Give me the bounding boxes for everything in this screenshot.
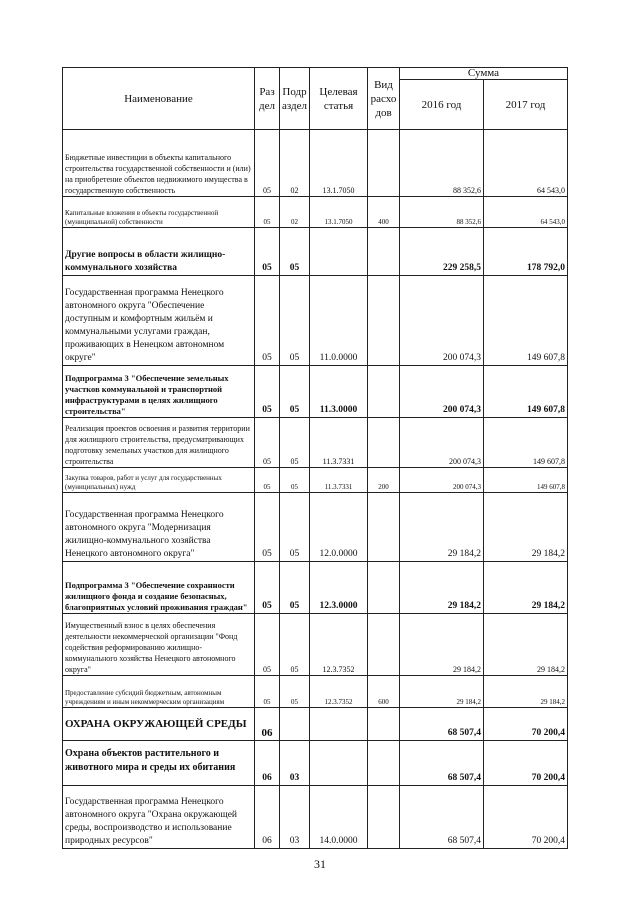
row-podrazdel: 05 xyxy=(280,366,310,418)
header-podrazdel: Подр аздел xyxy=(280,68,310,130)
row-2017: 70 200,4 xyxy=(484,708,568,741)
row-name: Капитальные вложения в объекты государственной (муниципальной) собственности xyxy=(63,197,255,228)
row-target: 12.3.7352 xyxy=(310,676,368,708)
row-2016: 29 184,2 xyxy=(400,493,484,562)
row-target xyxy=(310,708,368,741)
row-podrazdel: 05 xyxy=(280,228,310,276)
header-vid: Вид расхо дов xyxy=(368,68,400,130)
row-vid: 200 xyxy=(368,468,400,493)
header-target: Целевая статья xyxy=(310,68,368,130)
table-row xyxy=(63,130,568,197)
row-podrazdel: 03 xyxy=(280,786,310,849)
table-row xyxy=(63,197,568,228)
budget-table-container xyxy=(62,67,567,849)
row-name: Закупка товаров, работ и услуг для государственных (муниципальных) нужд xyxy=(63,468,255,493)
row-podrazdel: 03 xyxy=(280,741,310,786)
row-podrazdel: 02 xyxy=(280,130,310,197)
row-2016: 200 074,3 xyxy=(400,366,484,418)
row-name: Другие вопросы в области жилищно-коммунального хозяйства xyxy=(63,228,255,276)
page-number: 31 xyxy=(314,857,326,871)
table-row xyxy=(63,468,568,493)
row-razdel: 05 xyxy=(255,366,280,418)
row-podrazdel: 02 xyxy=(280,197,310,228)
row-2017: 149 607,8 xyxy=(484,418,568,468)
row-2016: 68 507,4 xyxy=(400,741,484,786)
row-vid xyxy=(368,614,400,676)
row-name: Предоставление субсидий бюджетным, автономным учреждениям и иным некоммерческим организациям xyxy=(63,676,255,708)
row-2016: 200 074,3 xyxy=(400,418,484,468)
row-razdel: 05 xyxy=(255,468,280,493)
row-target: 12.3.7352 xyxy=(310,614,368,676)
row-target xyxy=(310,228,368,276)
table-row xyxy=(63,708,568,741)
row-2017: 64 543,0 xyxy=(484,197,568,228)
row-target: 13.1.7050 xyxy=(310,130,368,197)
row-2017: 29 184,2 xyxy=(484,562,568,614)
row-razdel: 05 xyxy=(255,197,280,228)
row-vid xyxy=(368,493,400,562)
row-name: Государственная программа Ненецкого автономного округа "Модернизация жилищно-коммунального хозяйства Ненецкого автономного округа" xyxy=(63,493,255,562)
table-row xyxy=(63,786,568,849)
row-2017: 149 607,8 xyxy=(484,276,568,366)
row-razdel: 05 xyxy=(255,130,280,197)
header-2016: 2016 год xyxy=(400,80,484,130)
row-razdel: 05 xyxy=(255,418,280,468)
row-razdel: 05 xyxy=(255,562,280,614)
header-name: Наименование xyxy=(63,68,255,130)
row-2017: 70 200,4 xyxy=(484,786,568,849)
row-vid xyxy=(368,228,400,276)
table-row xyxy=(63,228,568,276)
row-razdel: 06 xyxy=(255,741,280,786)
row-vid xyxy=(368,562,400,614)
row-name: Подпрограмма 3 "Обеспечение сохранности жилищного фонда и создание безопасных, благоприятных условий проживания граждан" xyxy=(63,562,255,614)
row-2016: 29 184,2 xyxy=(400,562,484,614)
row-vid xyxy=(368,418,400,468)
row-2017: 29 184,2 xyxy=(484,676,568,708)
row-2016: 229 258,5 xyxy=(400,228,484,276)
row-vid: 400 xyxy=(368,197,400,228)
table-row xyxy=(63,276,568,366)
row-2016: 200 074,3 xyxy=(400,276,484,366)
row-name: Реализация проектов освоения и развития территории для жилищного строительства, предусматривающих подготовку земельных участков для жилищного строительства xyxy=(63,418,255,468)
table-row xyxy=(63,741,568,786)
row-2017: 149 607,8 xyxy=(484,468,568,493)
row-vid xyxy=(368,741,400,786)
row-podrazdel xyxy=(280,708,310,741)
row-vid xyxy=(368,708,400,741)
table-row xyxy=(63,614,568,676)
row-target: 11.3.0000 xyxy=(310,366,368,418)
row-name: Имущественный взнос в целях обеспечения деятельности некоммерческой организации "Фонд содействия реформированию жилищно-коммунального хозяйства Ненецкого автономного округа" xyxy=(63,614,255,676)
header-sum: Сумма xyxy=(400,68,568,80)
row-2017: 64 543,0 xyxy=(484,130,568,197)
row-podrazdel: 05 xyxy=(280,562,310,614)
row-name: Подпрограмма 3 "Обеспечение земельных участков коммунальной и транспортной инфраструктурами в целях жилищного строительства" xyxy=(63,366,255,418)
table-row xyxy=(63,366,568,418)
row-vid xyxy=(368,130,400,197)
row-vid xyxy=(368,276,400,366)
row-podrazdel: 05 xyxy=(280,276,310,366)
row-podrazdel: 05 xyxy=(280,493,310,562)
row-name: Государственная программа Ненецкого автономного округа "Охрана окружающей среды, воспроизводство и использование природных ресурсов" xyxy=(63,786,255,849)
row-target: 12.0.0000 xyxy=(310,493,368,562)
row-2016: 88 352,6 xyxy=(400,130,484,197)
row-target: 13.1.7050 xyxy=(310,197,368,228)
row-podrazdel: 05 xyxy=(280,676,310,708)
row-target: 11.3.7331 xyxy=(310,418,368,468)
row-razdel: 06 xyxy=(255,786,280,849)
row-2016: 29 184,2 xyxy=(400,614,484,676)
row-razdel: 05 xyxy=(255,493,280,562)
row-2017: 149 607,8 xyxy=(484,366,568,418)
table-row xyxy=(63,676,568,708)
row-2017: 178 792,0 xyxy=(484,228,568,276)
row-2017: 29 184,2 xyxy=(484,493,568,562)
row-target: 12.3.0000 xyxy=(310,562,368,614)
table-row xyxy=(63,493,568,562)
table-row xyxy=(63,418,568,468)
row-vid xyxy=(368,786,400,849)
row-name: ОХРАНА ОКРУЖАЮЩЕЙ СРЕДЫ xyxy=(63,708,255,741)
header-2017: 2017 год xyxy=(484,80,568,130)
row-2016: 68 507,4 xyxy=(400,786,484,849)
row-2017: 29 184,2 xyxy=(484,614,568,676)
row-2017: 70 200,4 xyxy=(484,741,568,786)
row-vid xyxy=(368,366,400,418)
row-2016: 200 074,3 xyxy=(400,468,484,493)
header-razdel: Раз дел xyxy=(255,68,280,130)
row-podrazdel: 05 xyxy=(280,614,310,676)
row-razdel: 05 xyxy=(255,676,280,708)
row-target: 11.3.7331 xyxy=(310,468,368,493)
table-row xyxy=(63,562,568,614)
row-name: Бюджетные инвестиции в объекты капитального строительства государственной собственности и (или) на приобретение объектов недвижимого имущества в государственную собственность xyxy=(63,130,255,197)
row-razdel: 05 xyxy=(255,276,280,366)
row-vid: 600 xyxy=(368,676,400,708)
row-podrazdel: 05 xyxy=(280,468,310,493)
row-2016: 29 184,2 xyxy=(400,676,484,708)
row-target xyxy=(310,741,368,786)
row-razdel: 05 xyxy=(255,228,280,276)
row-2016: 68 507,4 xyxy=(400,708,484,741)
budget-table xyxy=(62,67,568,849)
row-razdel: 06 xyxy=(255,708,280,741)
row-2016: 88 352,6 xyxy=(400,197,484,228)
table-body xyxy=(63,130,568,849)
table-header xyxy=(63,68,568,130)
row-podrazdel: 05 xyxy=(280,418,310,468)
row-target: 14.0.0000 xyxy=(310,786,368,849)
row-razdel: 05 xyxy=(255,614,280,676)
row-name: Охрана объектов растительного и животного мира и среды их обитания xyxy=(63,741,255,786)
row-name: Государственная программа Ненецкого автономного округа "Обеспечение доступным и комфортным жильём и коммунальными услугами граждан, проживающих в Ненецком автономном округе" xyxy=(63,276,255,366)
row-target: 11.0.0000 xyxy=(310,276,368,366)
